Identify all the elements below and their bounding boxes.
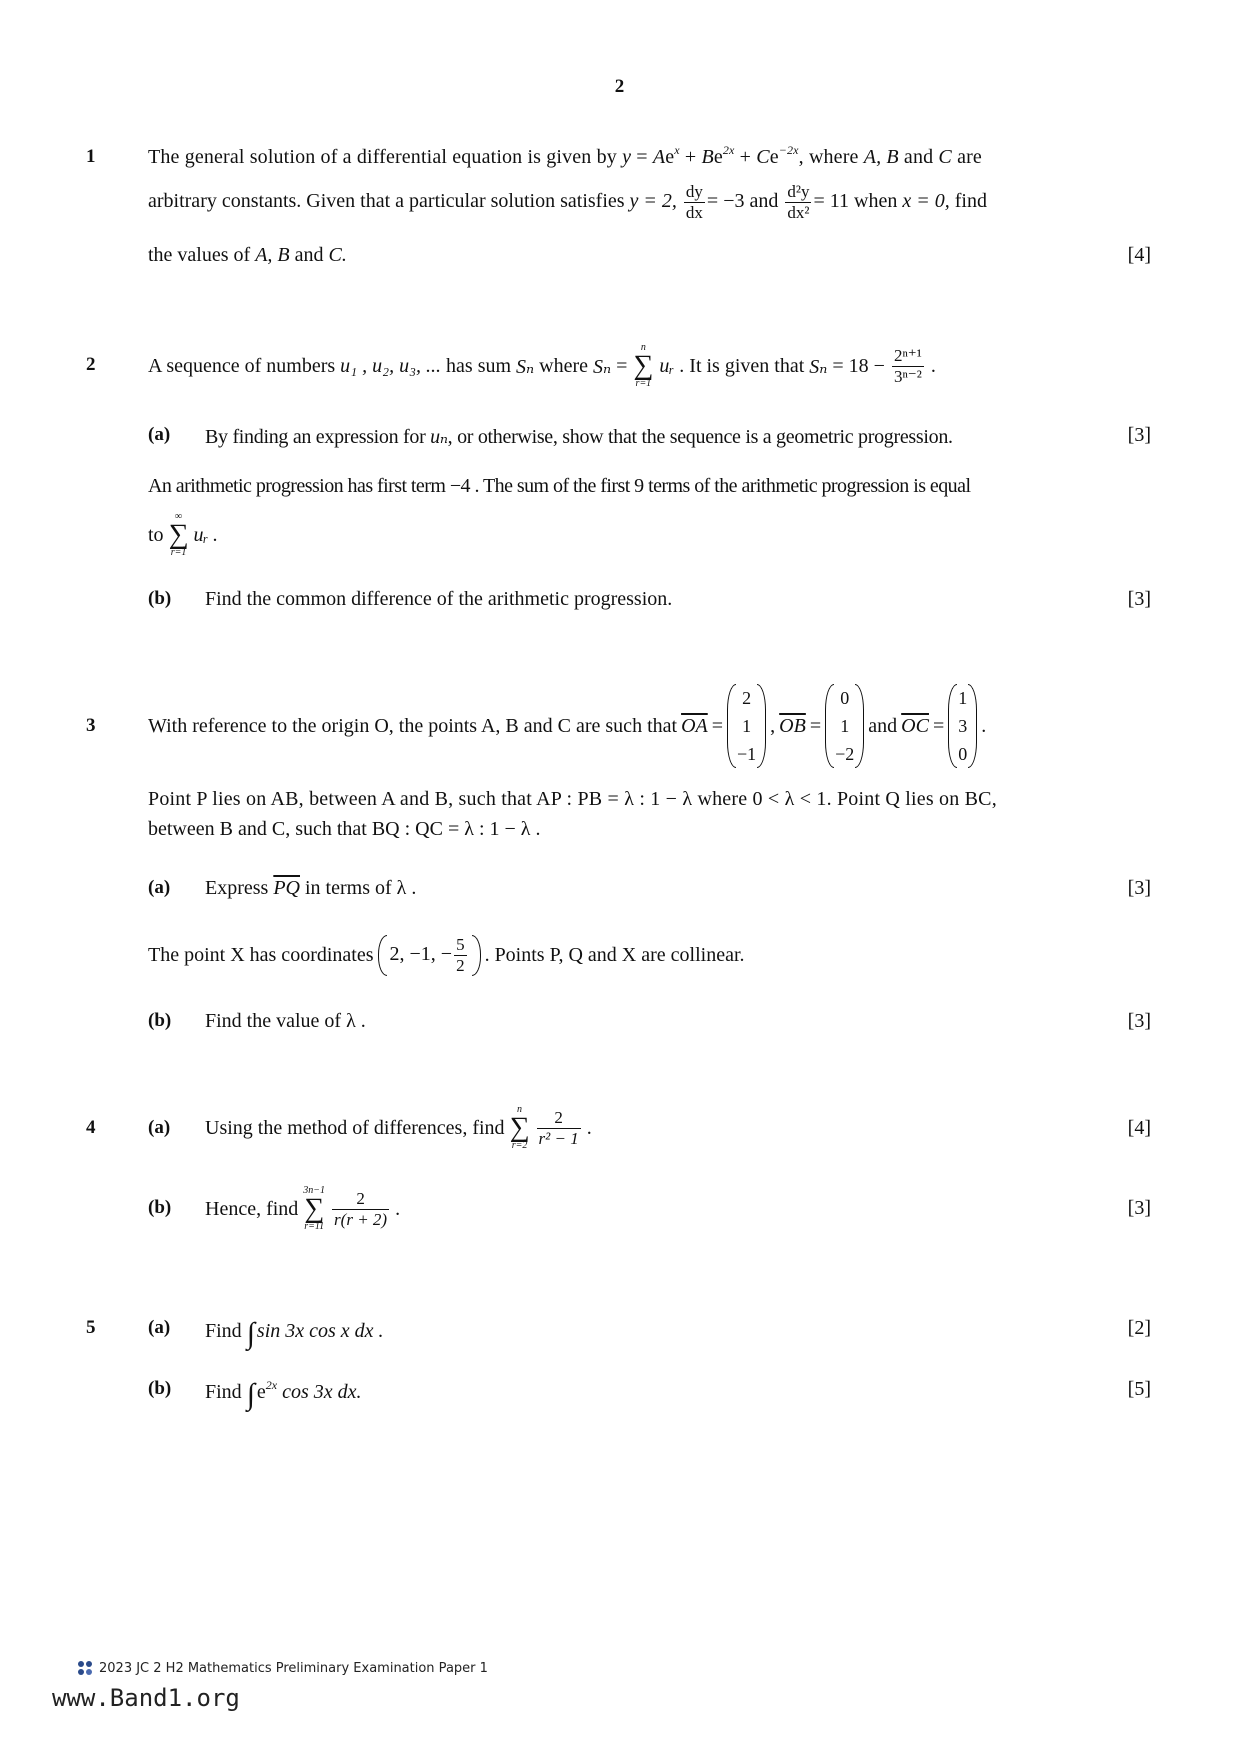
question-4a-text	[205, 1098, 592, 1158]
q2-frac-den: 3ⁿ⁻²	[893, 366, 922, 386]
q4a-sigma-top: n	[517, 1104, 523, 1115]
q1-d1-num: dy	[685, 182, 703, 201]
q3-x-frac	[454, 935, 467, 976]
q2-ap-period: .	[212, 523, 218, 546]
question-1-number: 1	[86, 146, 96, 167]
q1-cond-x: x = 0,	[902, 190, 950, 213]
question-2-line-1	[148, 336, 936, 396]
question-1-line-2	[148, 182, 987, 223]
q3-x-coord: 2, −1, −	[389, 942, 453, 965]
q2a-text-2: , or otherwise, show that the sequence is a geometric progression.	[447, 426, 953, 448]
question-3a-label: (a)	[148, 877, 171, 898]
q1-eq-plus2: +	[734, 146, 757, 168]
question-4b-text	[205, 1178, 400, 1240]
q2-given: . It is given that	[679, 354, 805, 377]
q4a-sigma-bot: r=2	[511, 1140, 528, 1151]
integral-icon: ∫	[246, 1378, 255, 1411]
q2-ap-to: to	[148, 523, 164, 546]
question-3a-text	[205, 877, 416, 900]
question-5b-label: (b)	[148, 1378, 172, 1399]
q1-and-2: and	[749, 190, 779, 213]
vector-oc	[948, 684, 977, 768]
vector-ob-z: −2	[835, 744, 855, 764]
question-3-line-2: Point P lies on AB, between A and B, such that AP : PB = λ : 1 − λ where 0 < λ < 1. Point Q lies on BC,	[148, 788, 997, 810]
q2-frac-num: 2ⁿ⁺¹	[893, 345, 922, 365]
question-2a-label: (a)	[148, 424, 171, 445]
q1-eq-e2-exp: 2x	[722, 143, 735, 157]
q1-eq-e1: e	[665, 146, 675, 168]
vector-ob-x: 0	[840, 688, 850, 708]
q2-sn-2: Sₙ	[593, 355, 612, 378]
q1-eq-e3-exp: −2x	[778, 143, 799, 157]
question-3b-label: (b)	[148, 1010, 172, 1031]
q1-vars-3: A, B	[255, 244, 290, 266]
website-watermark[interactable]: www.Band1.org	[52, 1684, 240, 1712]
q1-var-c-3: C.	[328, 244, 347, 266]
vector-oc-z: 0	[958, 744, 968, 764]
vector-ob	[825, 684, 864, 768]
q4a-period: .	[586, 1116, 592, 1139]
q2-sigma	[633, 343, 653, 389]
q1-text-2: arbitrary constants. Given that a particular solution satisfies	[148, 190, 625, 213]
q1-vars: A, B	[863, 146, 899, 168]
q4b-num: 2	[356, 1188, 365, 1208]
q1-eq-B: B	[701, 146, 714, 168]
question-4b-label: (b)	[148, 1197, 172, 1218]
q1-eq-e1-exp: x	[674, 143, 680, 157]
q1-text-3: the values of	[148, 244, 251, 266]
footer-exam-title: 2023 JC 2 H2 Mathematics Preliminary Examination Paper 1	[99, 1660, 488, 1676]
question-2a-marks: [3]	[1127, 424, 1151, 446]
q3a-pq: $\overline{PQ}$	[273, 877, 300, 899]
question-1-line-1	[148, 143, 982, 169]
q4b-period: .	[395, 1197, 401, 1220]
q4a-fraction	[537, 1108, 581, 1149]
question-2-ap-line-2	[148, 505, 217, 565]
q4b-sigma	[303, 1186, 325, 1232]
q2-ur: uᵣ	[659, 354, 675, 377]
q1-eq-C: C	[756, 146, 770, 168]
q2-ap-ur: uᵣ	[193, 523, 209, 546]
q1-eq-equals: =	[631, 146, 653, 168]
q2-ap-sigma-top: ∞	[174, 511, 183, 522]
q4b-den: r(r + 2)	[334, 1209, 388, 1229]
q3-eq-2: =	[809, 714, 822, 737]
question-3-line-3: between B and C, such that BQ : QC = λ : 1 − λ .	[148, 818, 541, 840]
q2-sn-3: Sₙ	[809, 355, 828, 378]
q1-find: find	[954, 190, 987, 213]
question-2-ap-line: An arithmetic progression has first term −4 . The sum of the first 9 terms of the arithmetic progression is equal	[148, 475, 971, 497]
question-3-number: 3	[86, 715, 96, 736]
question-2b-text: Find the common difference of the arithmetic progression.	[205, 588, 673, 610]
question-2b-marks: [3]	[1127, 588, 1151, 610]
q2-text: A sequence of numbers	[148, 354, 336, 377]
footer	[76, 1660, 488, 1676]
q2-seq: u₁ , u₂, u₃, ...	[340, 354, 442, 377]
q3-ob: $\overline{OB}$	[779, 714, 806, 737]
q1-eq-plus1: +	[679, 146, 702, 168]
q3a-text-2: in terms of λ .	[305, 877, 417, 899]
q3-x-coordinates	[378, 935, 481, 976]
q5a-text: Find	[205, 1320, 242, 1342]
q4a-sigma	[510, 1105, 530, 1151]
q5b-rest: cos 3x dx.	[277, 1381, 362, 1403]
q4a-den: r² − 1	[538, 1128, 579, 1148]
vector-oc-y: 3	[958, 716, 968, 736]
question-5-number: 5	[86, 1317, 96, 1338]
integral-icon: ∫	[246, 1317, 255, 1350]
q1-cond-y: y = 2,	[629, 190, 677, 213]
q2-eq: =	[616, 354, 628, 377]
question-3b-marks: [3]	[1127, 1010, 1151, 1032]
q1-eq-e2: e	[713, 146, 723, 168]
q4a-num: 2	[554, 1107, 563, 1127]
q2-sn: Sₙ	[516, 355, 535, 378]
q3-x-text-2: . Points P, Q and X are collinear.	[484, 943, 745, 966]
question-5b-marks: [5]	[1127, 1378, 1151, 1400]
q3-oc: $\overline{OC}$	[901, 714, 929, 737]
question-3-line-1	[148, 676, 986, 776]
q1-and-3: and	[294, 244, 324, 266]
q4a-text: Using the method of differences, find	[205, 1116, 505, 1139]
q2-has-sum: has sum	[446, 354, 512, 377]
q1-d1-val: = −3	[706, 190, 745, 213]
q3-x-frac-num: 5	[456, 934, 465, 954]
page-number: 2	[614, 76, 625, 97]
sigma-icon: ∑	[304, 1193, 325, 1224]
q2a-un: uₙ	[430, 426, 448, 448]
q2-fraction	[892, 346, 924, 387]
q1-and: and	[903, 146, 934, 168]
q1-d2-num: d²y	[787, 182, 810, 201]
q3-comma: ,	[770, 714, 776, 737]
vector-oa-y: 1	[742, 716, 752, 736]
vector-oc-x: 1	[958, 688, 968, 708]
sigma-icon: ∑	[633, 350, 654, 381]
q2-sigma-top: n	[640, 342, 646, 353]
vector-oa-z: −1	[737, 744, 757, 764]
q3-x-text-1: The point X has coordinates	[148, 943, 374, 966]
q2-where: where	[539, 354, 588, 377]
q1-eq-A: A	[652, 146, 666, 168]
question-4a-marks: [4]	[1127, 1117, 1151, 1139]
q1-text: The general solution of a differential equation is given by	[148, 146, 617, 168]
q2-period: .	[930, 354, 936, 377]
q1-first-derivative	[684, 182, 705, 223]
q2-ap-sigma-bot: r=1	[170, 547, 187, 558]
question-3b-text: Find the value of λ .	[205, 1010, 366, 1032]
q3-x-frac-den: 2	[456, 955, 465, 975]
question-5a-text	[205, 1317, 384, 1351]
question-2-number: 2	[86, 354, 96, 375]
q5b-exp: 2x	[265, 1378, 278, 1392]
q3-period: .	[981, 714, 987, 737]
vector-ob-y: 1	[840, 716, 850, 736]
q1-var-c: C	[938, 146, 952, 168]
q3-eq-3: =	[932, 714, 945, 737]
q4b-sigma-top: 3n−1	[303, 1185, 326, 1196]
vector-oa-x: 2	[742, 688, 752, 708]
question-4a-label: (a)	[148, 1117, 171, 1138]
q4b-fraction	[332, 1189, 389, 1230]
q1-eq-y: y	[622, 146, 632, 168]
vector-oa	[727, 684, 766, 768]
q4b-sigma-bot: r=11	[304, 1221, 325, 1232]
question-1-line-3	[148, 244, 347, 267]
school-crest-icon	[76, 1660, 94, 1676]
sigma-icon: ∑	[168, 519, 189, 550]
q5b-text: Find	[205, 1381, 242, 1403]
q2-ap-sigma	[169, 512, 189, 558]
question-5a-marks: [2]	[1127, 1317, 1151, 1339]
q1-are: are	[957, 146, 982, 168]
question-3a-marks: [3]	[1127, 877, 1151, 899]
q2a-text-1: By finding an expression for	[205, 426, 426, 448]
q3-eq-1: =	[711, 714, 724, 737]
q1-d1-den: dx	[685, 203, 703, 222]
q4b-text: Hence, find	[205, 1197, 299, 1220]
q3-oa: $\overline{OA}$	[681, 714, 708, 737]
q2-sigma-bot: r=1	[635, 378, 652, 389]
q1-d2-val: = 11	[813, 190, 850, 213]
question-2a-text	[205, 424, 953, 449]
q3a-text-1: Express	[205, 877, 269, 899]
question-1-marks: [4]	[1127, 244, 1151, 266]
sigma-icon: ∑	[509, 1112, 530, 1143]
q1-eq-e3: e	[769, 146, 779, 168]
question-4-number: 4	[86, 1117, 96, 1138]
question-5a-label: (a)	[148, 1317, 171, 1338]
q1-when: when	[854, 190, 898, 213]
q5a-integrand: sin 3x cos x dx .	[256, 1320, 384, 1342]
question-4b-marks: [3]	[1127, 1197, 1151, 1219]
q3-and: and	[868, 714, 898, 737]
q3-text: With reference to the origin O, the points A, B and C are such that	[148, 714, 678, 737]
q1-where: , where	[798, 146, 859, 168]
q1-second-derivative	[785, 182, 811, 223]
question-2b-label: (b)	[148, 588, 172, 609]
q2-eq-2: = 18 −	[832, 354, 885, 377]
question-5b-text	[205, 1378, 362, 1412]
q5b-e: e	[256, 1381, 266, 1403]
question-3-x-line	[148, 925, 745, 985]
q1-d2-den: dx²	[787, 203, 810, 222]
